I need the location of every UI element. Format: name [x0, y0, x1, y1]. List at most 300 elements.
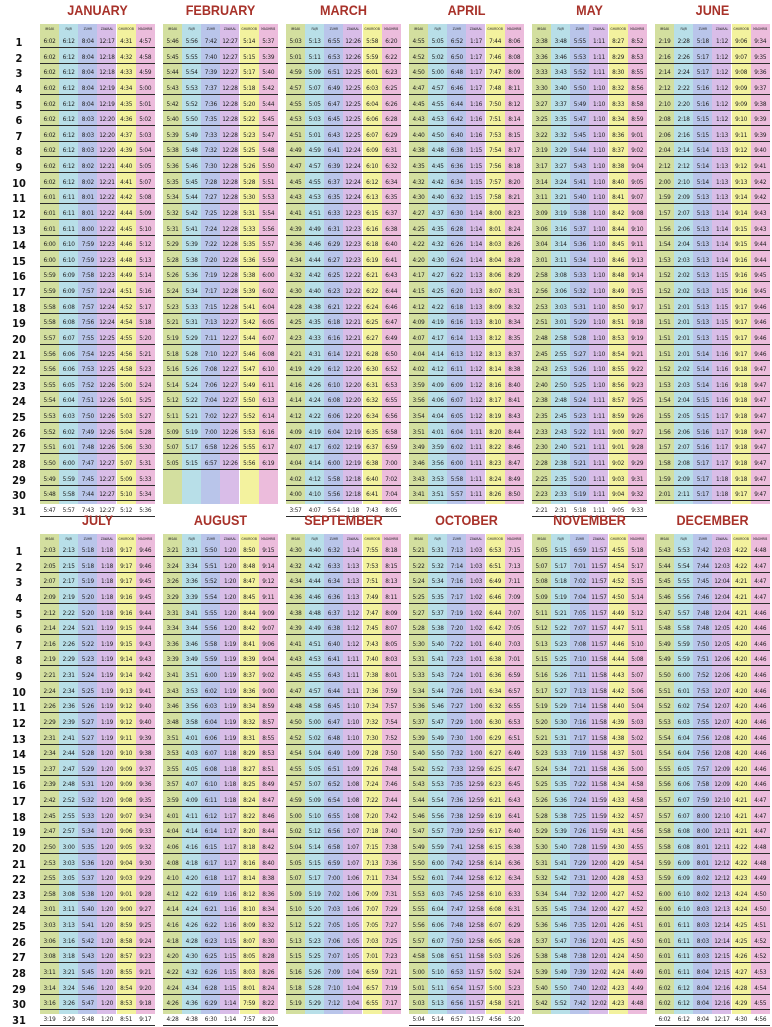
time-row: [532, 364, 647, 376]
time-cell: 1:10: [589, 255, 608, 267]
time-cell: 9:47: [751, 474, 770, 486]
time-row: [409, 967, 524, 979]
time-cell: 5:53: [428, 779, 447, 791]
time-cell: 9:08: [628, 208, 647, 220]
time-row: [409, 442, 524, 454]
time-cell: 5:39: [259, 52, 278, 64]
time-cell: 5:50: [182, 114, 201, 126]
time-row: [286, 333, 401, 345]
time-row: [532, 99, 647, 111]
time-cell: 7:47: [363, 608, 382, 620]
time-cell: 5:46: [428, 701, 447, 713]
time-cell: 7:02: [201, 411, 220, 423]
time-cell: 5:28: [409, 623, 428, 635]
time-row: [40, 858, 155, 870]
time-cell: 8:11: [382, 592, 401, 604]
time-cell: 12:18: [343, 474, 362, 486]
time-cell: 3:24: [59, 983, 78, 995]
time-cell: 5:20: [570, 474, 589, 486]
day-number: 12: [12, 716, 26, 730]
time-cell: 1:18: [97, 576, 116, 588]
time-cell: 1:04: [343, 967, 362, 979]
time-row: [655, 701, 770, 713]
time-cell: 12:08: [712, 733, 731, 745]
time-row: [163, 779, 278, 791]
time-cell: 4:19: [305, 427, 324, 439]
time-cell: 5:53: [655, 717, 674, 729]
time-cell: 7:27: [447, 701, 466, 713]
time-cell: 8:03: [78, 145, 97, 157]
time-cell: 4:22: [182, 889, 201, 901]
day-number: 7: [15, 129, 23, 143]
time-cell: 5:31: [428, 545, 447, 557]
time-cell: 9:45: [136, 576, 155, 588]
column-header: ZUHR: [575, 537, 585, 541]
time-cell: 12:16: [712, 998, 731, 1010]
time-cell: 5:01: [136, 99, 155, 111]
time-cell: 4:55: [628, 842, 647, 854]
time-cell: 1:20: [97, 920, 116, 932]
column-header-row: [40, 27, 155, 31]
time-cell: 5:34: [78, 826, 97, 838]
time-cell: 3:29: [163, 592, 182, 604]
time-cell: 4:29: [732, 998, 751, 1010]
time-cell: 9:21: [628, 349, 647, 361]
time-cell: 6:00: [447, 458, 466, 470]
time-row: [409, 67, 524, 79]
time-cell: 5:00: [286, 811, 305, 823]
time-cell: [220, 489, 239, 501]
time-row: [532, 779, 647, 791]
time-cell: 7:55: [363, 545, 382, 557]
time-cell: 8:38: [259, 873, 278, 885]
time-cell: 1:20: [97, 748, 116, 760]
time-cell: 1:08: [343, 811, 362, 823]
time-cell: 5:55: [240, 442, 259, 454]
time-cell: 6:09: [59, 270, 78, 282]
time-cell: 9:09: [259, 608, 278, 620]
time-cell: 1:18: [220, 748, 239, 760]
time-cell: 3:21: [59, 967, 78, 979]
time-cell: 11:58: [589, 764, 608, 776]
time-cell: 5:55: [655, 764, 674, 776]
time-cell: 12:24: [343, 177, 362, 189]
time-cell: 5:23: [78, 654, 97, 666]
day-number: 1: [15, 545, 23, 558]
time-row: [40, 764, 155, 776]
time-cell: 1:17: [220, 826, 239, 838]
time-cell: 5:00: [117, 380, 136, 392]
time-cell: 2:24: [40, 686, 59, 698]
time-cell: 1:20: [97, 826, 116, 838]
time-cell: 6:00: [674, 670, 693, 682]
time-cell: 1:10: [589, 83, 608, 95]
time-cell: 1:16: [466, 130, 485, 142]
time-cell: 6:18: [363, 239, 382, 251]
time-cell: 7:21: [570, 764, 589, 776]
time-cell: 6:05: [486, 936, 505, 948]
time-cell: 5:14: [240, 36, 259, 48]
time-cell: 12:27: [97, 489, 116, 501]
time-cell: 3:49: [409, 442, 428, 454]
time-cell: 1:17: [220, 811, 239, 823]
time-row: [655, 795, 770, 807]
time-row: [40, 302, 155, 314]
time-cell: 6:24: [447, 255, 466, 267]
time-cell: 12:04: [712, 576, 731, 588]
time-cell: 4:47: [751, 561, 770, 573]
time-cell: 7:17: [382, 998, 401, 1010]
time-cell: 7:29: [382, 904, 401, 916]
time-row: [286, 951, 401, 963]
time-cell: 4:01: [428, 427, 447, 439]
time-cell: 5:25: [551, 654, 570, 666]
time-row: [163, 561, 278, 573]
time-cell: 5:33: [240, 224, 259, 236]
day-number: 15: [12, 763, 26, 777]
time-cell: 4:36: [286, 239, 305, 251]
time-cell: 5:03: [628, 717, 647, 729]
time-cell: 6:03: [363, 83, 382, 95]
time-cell: 5:41: [240, 302, 259, 314]
time-cell: 7:07: [324, 951, 343, 963]
time-cell: 1:15: [466, 145, 485, 157]
time-cell: 5:58: [655, 826, 674, 838]
time-cell: 1:11: [343, 654, 362, 666]
time-cell: 1:52: [655, 270, 674, 282]
time-cell: 9:17: [117, 576, 136, 588]
time-row: [163, 998, 278, 1010]
time-cell: 3:06: [40, 936, 59, 948]
day-number: 9: [15, 161, 23, 175]
time-cell: 6:25: [324, 270, 343, 282]
time-cell: 4:46: [305, 239, 324, 251]
time-cell: 6:37: [324, 177, 343, 189]
time-cell: 8:03: [693, 920, 712, 932]
time-cell: 7:48: [78, 442, 97, 454]
time-cell: 1:13: [712, 177, 731, 189]
time-cell: 5:12: [117, 505, 136, 517]
time-cell: 6:33: [324, 561, 343, 573]
time-row: [655, 748, 770, 760]
time-cell: 2:07: [40, 576, 59, 588]
time-cell: 4:49: [628, 967, 647, 979]
time-row: [163, 114, 278, 126]
time-cell: 4:32: [286, 270, 305, 282]
time-row: [655, 36, 770, 48]
time-cell: 6:53: [486, 545, 505, 557]
time-row: [163, 130, 278, 142]
time-cell: 5:38: [78, 889, 97, 901]
time-row: [409, 998, 524, 1010]
time-row: [409, 255, 524, 267]
time-cell: 12:02: [589, 967, 608, 979]
time-cell: 2:16: [655, 52, 674, 64]
time-cell: 4:57: [305, 686, 324, 698]
column-header: MAGHRIB: [507, 537, 522, 541]
time-cell: 6:50: [382, 349, 401, 361]
time-cell: 5:02: [305, 733, 324, 745]
time-cell: 4:50: [628, 936, 647, 948]
time-cell: 8:29: [240, 748, 259, 760]
time-cell: 12:23: [97, 239, 116, 251]
time-cell: 4:53: [305, 654, 324, 666]
time-cell: 9:34: [136, 811, 155, 823]
time-cell: 1:14: [343, 545, 362, 557]
time-cell: 3:57: [163, 779, 182, 791]
time-cell: 5:41: [551, 858, 570, 870]
time-cell: 7:31: [382, 889, 401, 901]
time-cell: 6:08: [674, 842, 693, 854]
time-row: [163, 52, 278, 64]
time-cell: 6:51: [505, 733, 524, 745]
time-cell: 1:14: [220, 998, 239, 1010]
time-cell: 2:53: [551, 364, 570, 376]
time-cell: 7:38: [570, 951, 589, 963]
time-cell: 6:56: [447, 998, 466, 1010]
time-cell: 5:32: [78, 795, 97, 807]
time-cell: 5:24: [570, 395, 589, 407]
column-header: IMSAK: [413, 27, 424, 31]
month-block: [409, 512, 524, 1023]
day-number: 29: [12, 473, 26, 487]
time-cell: 7:38: [382, 842, 401, 854]
time-cell: 5:45: [259, 114, 278, 126]
time-cell: 6:34: [324, 576, 343, 588]
time-cell: 12:22: [97, 208, 116, 220]
time-cell: 4:46: [751, 639, 770, 651]
time-cell: 7:44: [78, 489, 97, 501]
time-cell: 6:59: [363, 967, 382, 979]
time-cell: 5:27: [78, 733, 97, 745]
time-cell: 6:41: [324, 654, 343, 666]
month-block: [40, 512, 155, 1023]
time-cell: 5:46: [409, 811, 428, 823]
time-cell: 5:08: [532, 576, 551, 588]
time-cell: 4:06: [428, 395, 447, 407]
time-cell: 8:16: [486, 380, 505, 392]
time-cell: 6:57: [447, 1014, 466, 1026]
time-cell: 1:17: [712, 442, 731, 454]
time-cell: 5:19: [163, 333, 182, 345]
time-cell: 6:00: [201, 670, 220, 682]
time-cell: 4:18: [182, 858, 201, 870]
time-row: [655, 239, 770, 251]
time-cell: 5:54: [674, 561, 693, 573]
time-row: [286, 224, 401, 236]
time-cell: 4:58: [628, 779, 647, 791]
time-cell: 5:34: [136, 489, 155, 501]
time-cell: 5:42: [409, 764, 428, 776]
time-cell: 7:28: [363, 748, 382, 760]
time-cell: 5:31: [136, 458, 155, 470]
time-row: [409, 873, 524, 885]
time-cell: 5:54: [182, 67, 201, 79]
time-cell: 7:31: [570, 873, 589, 885]
time-row: [163, 83, 278, 95]
time-cell: 1:11: [589, 67, 608, 79]
time-cell: 6:04: [259, 302, 278, 314]
time-cell: 4:14: [286, 395, 305, 407]
time-cell: 5:33: [551, 748, 570, 760]
time-cell: 5:40: [532, 983, 551, 995]
time-row: [40, 545, 155, 557]
time-cell: 9:43: [751, 224, 770, 236]
column-header: ZAWAAL: [100, 27, 114, 31]
column-header: GHUROOB: [733, 537, 749, 541]
time-cell: 6:09: [363, 145, 382, 157]
column-header-row: [163, 537, 278, 541]
time-cell: 1:20: [97, 951, 116, 963]
time-cell: 5:14: [693, 145, 712, 157]
column-header-row: [532, 537, 647, 541]
time-cell: 12:25: [343, 99, 362, 111]
time-cell: 7:00: [201, 427, 220, 439]
time-cell: 3:00: [59, 842, 78, 854]
time-cell: 9:04: [609, 489, 628, 501]
time-row: [163, 36, 278, 48]
time-cell: 4:12: [305, 474, 324, 486]
time-cell: 9:37: [136, 764, 155, 776]
time-cell: 1:53: [655, 380, 674, 392]
time-row: [409, 936, 524, 948]
time-cell: 6:06: [363, 114, 382, 126]
time-cell: 8:09: [382, 608, 401, 620]
time-cell: 4:52: [409, 52, 428, 64]
time-cell: 5:10: [428, 967, 447, 979]
time-cell: 2:29: [40, 717, 59, 729]
time-cell: 2:26: [674, 52, 693, 64]
day-number: 28: [12, 967, 26, 980]
time-cell: 5:52: [409, 873, 428, 885]
time-cell: 6:30: [486, 717, 505, 729]
time-cell: 1:20: [97, 842, 116, 854]
time-cell: 4:27: [409, 208, 428, 220]
time-cell: 5:54: [324, 505, 343, 517]
time-cell: 3:06: [532, 224, 551, 236]
time-cell: 4:04: [286, 458, 305, 470]
time-cell: 2:10: [674, 177, 693, 189]
time-cell: 3:48: [163, 717, 182, 729]
time-cell: 8:19: [486, 411, 505, 423]
time-cell: 3:08: [40, 951, 59, 963]
time-cell: 3:09: [532, 208, 551, 220]
time-cell: 7:49: [78, 427, 97, 439]
time-row: [40, 99, 155, 111]
time-row: [163, 474, 278, 486]
time-cell: 2:25: [532, 474, 551, 486]
column-header: ZUHR: [452, 537, 462, 541]
column-header: ZUHR: [698, 27, 708, 31]
time-row: [40, 161, 155, 173]
time-cell: 8:06: [505, 36, 524, 48]
time-cell: 3:55: [163, 764, 182, 776]
time-cell: 5:34: [428, 576, 447, 588]
time-row: [40, 364, 155, 376]
time-cell: 9:25: [628, 395, 647, 407]
time-cell: 5:13: [693, 239, 712, 251]
time-row: [409, 380, 524, 392]
time-cell: 6:01: [655, 936, 674, 948]
time-row: [409, 779, 524, 791]
time-cell: 5:10: [136, 224, 155, 236]
time-cell: 9:15: [628, 286, 647, 298]
time-row: [40, 380, 155, 392]
time-cell: 4:46: [751, 670, 770, 682]
time-cell: 2:47: [59, 764, 78, 776]
time-cell: 12:10: [712, 795, 731, 807]
time-cell: 6:07: [363, 130, 382, 142]
time-cell: 5:14: [305, 842, 324, 854]
time-cell: 5:59: [259, 255, 278, 267]
time-cell: 5:18: [551, 576, 570, 588]
time-cell: 8:37: [240, 670, 259, 682]
time-cell: 1:12: [343, 639, 362, 651]
time-cell: 1:52: [655, 364, 674, 376]
time-cell: 12:59: [466, 795, 485, 807]
time-cell: 7:43: [363, 505, 382, 517]
time-cell: 4:02: [286, 474, 305, 486]
time-cell: 6:16: [363, 224, 382, 236]
time-cell: 5:13: [693, 286, 712, 298]
time-cell: 1:15: [712, 333, 731, 345]
time-cell: 7:59: [693, 795, 712, 807]
time-row: [409, 561, 524, 573]
time-cell: 2:45: [532, 349, 551, 361]
time-cell: 2:30: [532, 442, 551, 454]
time-cell: 8:53: [628, 52, 647, 64]
time-cell: 11:57: [466, 998, 485, 1010]
time-cell: 5:19: [570, 489, 589, 501]
time-row: [532, 561, 647, 573]
time-cell: 4:58: [409, 951, 428, 963]
time-cell: 7:46: [693, 592, 712, 604]
time-cell: 4:24: [732, 889, 751, 901]
time-row: [286, 489, 401, 501]
time-cell: 7:33: [201, 130, 220, 142]
time-cell: 1:10: [589, 380, 608, 392]
time-cell: 11:58: [589, 670, 608, 682]
time-cell: 1:11: [466, 427, 485, 439]
column-header: IMSAK: [536, 537, 547, 541]
time-cell: 1:55: [655, 411, 674, 423]
day-number: 17: [12, 795, 26, 809]
time-cell: 5:07: [305, 83, 324, 95]
time-cell: 5:58: [59, 489, 78, 501]
time-cell: 5:41: [428, 654, 447, 666]
column-header: GHUROOB: [364, 537, 380, 541]
time-cell: 8:32: [505, 302, 524, 314]
time-cell: 11:59: [589, 795, 608, 807]
time-cell: 4:55: [428, 99, 447, 111]
column-header: GHUROOB: [487, 27, 503, 31]
time-cell: 1:11: [589, 395, 608, 407]
time-cell: 7:09: [363, 889, 382, 901]
time-row: [286, 427, 401, 439]
time-cell: 12:19: [97, 83, 116, 95]
time-row: [40, 889, 155, 901]
time-cell: 5:24: [182, 380, 201, 392]
time-cell: 5:21: [78, 623, 97, 635]
time-cell: 9:27: [628, 427, 647, 439]
time-cell: 12:21: [97, 161, 116, 173]
time-cell: 6:17: [201, 858, 220, 870]
time-cell: 6:38: [486, 654, 505, 666]
time-cell: 4:46: [751, 764, 770, 776]
time-cell: 12:14: [712, 936, 731, 948]
time-cell: 7:08: [201, 364, 220, 376]
time-cell: 5:01: [305, 130, 324, 142]
